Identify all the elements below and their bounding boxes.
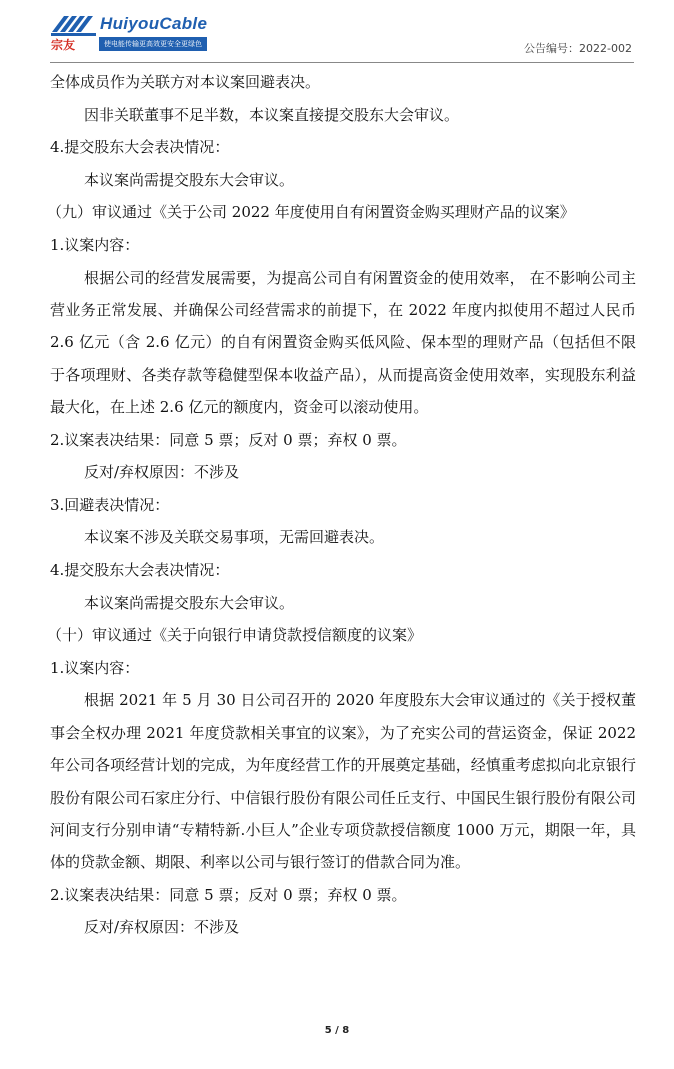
section-label: 2.议案表决结果：同意 5 票；反对 0 票；弃权 0 票。 — [50, 430, 407, 449]
paragraph: 根据公司的经营发展需要，为提高公司自有闲置资金的使用效率， 在不影响公司主营业务正常发展、并确保公司经营需求的前提下，在 2022 年度内拟使用不超过人民币 2.6 亿元（含 2.6 亿元）的自有闲置资金购买低风险、保本型的理财产品（包括但不限于各项理财、各类存款等稳健型保本收益产品），从而提高资金使用效率，实现股东利益最大化，在上述 2.6 亿元的额度内，资金可以滚动使用。 — [50, 268, 636, 417]
brand-slogan: 使电能传输更高效更安全更绿色 — [99, 37, 207, 51]
page-number: 5 / 8 — [324, 1025, 350, 1036]
section-label: 1.议案内容： — [50, 235, 140, 254]
text-line: 本议案尚需提交股东大会审议。 — [84, 593, 295, 612]
paragraph: 根据 2021 年 5 月 30 日公司召开的 2020 年度股东大会审议通过的《关于授权董事会全权办理 2021 年度贷款相关事宜的议案》，为了充实公司的营运资金，保证 2022 年公司各项经营计划的完成，为年度经营工作的开展奠定基础，经慎重考虑拟向北京银行股份有限公司石家庄分行、中信银行股份有限公司任丘支行、中国民生银行股份有限公司河间支行分别申请“专精特新.小巨人”企业专项贷款授信额度 1000 万元，期限一年，具体的贷款金额、期限、利率以公司与银行签订的借款合同为准。 — [50, 691, 636, 872]
section-label: 2.议案表决结果：同意 5 票；反对 0 票；弃权 0 票。 — [50, 885, 407, 904]
section-label: 1.议案内容： — [50, 658, 140, 677]
section-label: 4.提交股东大会表决情况： — [50, 560, 230, 579]
resolution-heading: （九）审议通过《关于公司 2022 年度使用自有闲置资金购买理财产品的议案》 — [47, 203, 575, 222]
section-label: 4.提交股东大会表决情况： — [50, 138, 230, 157]
page-header — [0, 0, 674, 64]
brand-name-en: HuiyouCable — [100, 14, 208, 33]
text-line: 因非关联董事不足半数，本议案直接提交股东大会审议。 — [84, 105, 460, 124]
announcement-number: 公告编号：2022-002 — [524, 42, 632, 55]
header-divider — [50, 62, 634, 63]
section-label: 3.回避表决情况： — [50, 495, 170, 514]
resolution-heading: （十）审议通过《关于向银行申请贷款授信额度的议案》 — [47, 626, 423, 645]
brand-name-cn: 宗友 — [51, 38, 76, 52]
text-line: 全体成员作为关联方对本议案回避表决。 — [50, 73, 321, 91]
text-line: 反对/弃权原因：不涉及 — [84, 463, 240, 482]
text-line: 本议案不涉及关联交易事项，无需回避表决。 — [84, 528, 385, 547]
text-line: 反对/弃权原因：不涉及 — [84, 918, 240, 937]
document-body — [47, 66, 636, 944]
text-line: 本议案尚需提交股东大会审议。 — [84, 170, 295, 189]
